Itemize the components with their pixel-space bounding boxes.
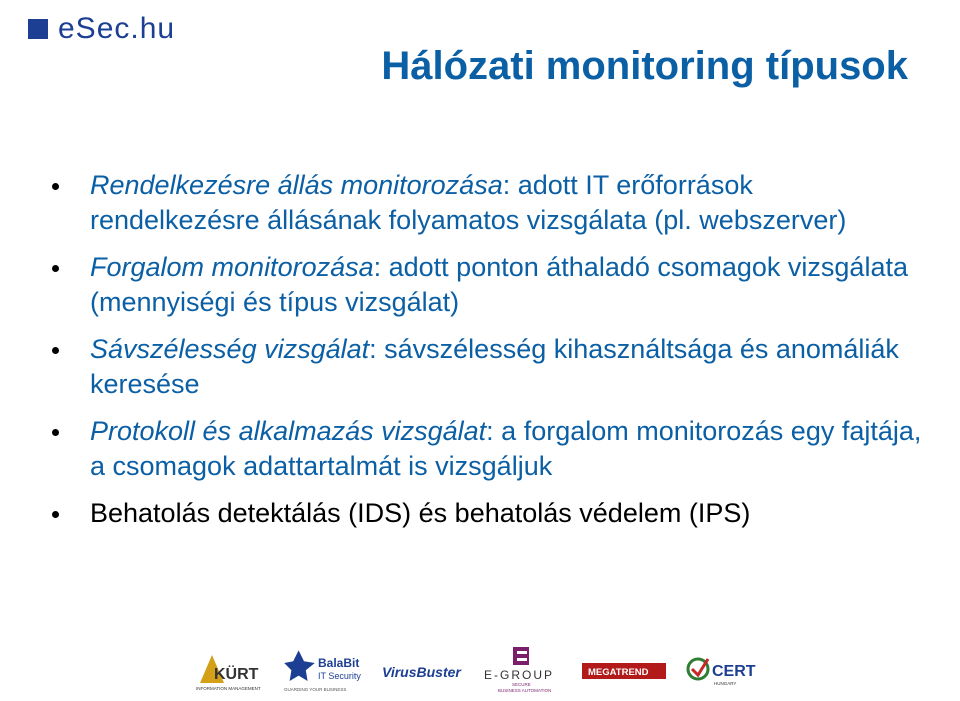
- cert-logo: [682, 645, 768, 695]
- egroup-name: E-GROUP: [484, 668, 555, 682]
- brand-logo: [28, 14, 175, 44]
- brand-square-icon: [28, 19, 48, 39]
- bullet-dot-icon: [52, 347, 59, 354]
- bullet-text: : sávszélesség kihasználtsága és anomáliák keresése: [90, 334, 899, 399]
- bullet-text: : adott ponton áthaladó csomagok vizsgálata (mennyiségi és típus vizsgálat): [90, 252, 908, 317]
- bullet-list: [48, 168, 928, 543]
- bullet-term: Forgalom monitorozása: [90, 252, 374, 282]
- cert-name: CERT: [712, 663, 756, 680]
- cert-tagline: HUNGARY: [714, 681, 737, 686]
- page-title: Hálózati monitoring típusok: [381, 44, 908, 88]
- brand-name: eSec.hu: [58, 12, 176, 45]
- balabit-name2: IT Security: [318, 671, 361, 681]
- bullet-text: Behatolás detektálás (IDS) és behatolás védelem (IPS): [90, 498, 751, 528]
- bullet-item: [48, 414, 928, 484]
- kurt-tagline: INFORMATION MANAGEMENT: [196, 686, 261, 691]
- bullet-dot-icon: [52, 265, 59, 272]
- bullet-item: [48, 168, 928, 238]
- bullet-term: Sávszélesség vizsgálat: [90, 334, 370, 364]
- megatrend-name: MEGATREND: [588, 667, 649, 678]
- balabit-tagline: GUARDING YOUR BUSINESS: [284, 687, 347, 692]
- balabit-name1: BalaBit: [318, 656, 360, 670]
- kurt-name: KÜRT: [214, 666, 259, 683]
- bullet-text: : adott IT erőforrások rendelkezésre állásának folyamatos vizsgálata (pl. webszerver): [90, 170, 847, 235]
- bullet-term: Rendelkezésre állás monitorozása: [90, 170, 503, 200]
- bullet-item: [48, 250, 928, 320]
- bullet-dot-icon: [52, 511, 59, 518]
- bullet-item: [48, 496, 928, 531]
- bullet-term: Protokoll és alkalmazás vizsgálat: [90, 416, 487, 446]
- egroup-tagline2: BUSINESS AUTOMATION: [498, 688, 552, 693]
- bullet-item: [48, 332, 928, 402]
- bullet-text: : a forgalom monitorozás egy fajtája, a csomagok adattartalmát is vizsgáljuk: [90, 416, 922, 481]
- egroup-tagline1: SECURE: [512, 682, 531, 687]
- megatrend-logo: [580, 645, 670, 695]
- egroup-mark-icon: [513, 647, 529, 665]
- kurt-logo: [190, 645, 270, 695]
- virusbuster-name: VirusBuster: [382, 664, 461, 680]
- bullet-dot-icon: [52, 183, 59, 190]
- balabit-star-icon: [284, 650, 315, 681]
- virusbuster-logo: [380, 645, 462, 695]
- sponsor-logos: [190, 645, 790, 695]
- egroup-logo: [476, 645, 566, 695]
- bullet-dot-icon: [52, 429, 59, 436]
- balabit-logo: [282, 645, 372, 695]
